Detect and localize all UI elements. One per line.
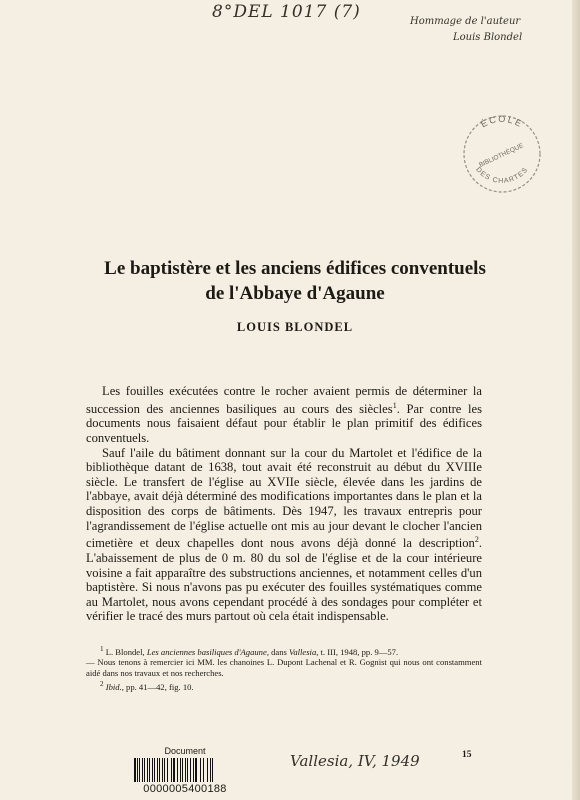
barcode bbox=[133, 758, 239, 782]
stamp-bottom-text: DES CHARTES bbox=[474, 166, 530, 185]
stamp-top-text: ÉCOLE bbox=[479, 113, 525, 130]
barcode-label: Document bbox=[164, 746, 206, 756]
barcode-bar bbox=[147, 758, 148, 782]
footnote-1-title: Les anciennes basiliques d'Agaune bbox=[146, 646, 267, 657]
footnote-1 bbox=[86, 644, 482, 657]
barcode-bar bbox=[137, 758, 138, 782]
library-stamp bbox=[458, 112, 546, 194]
barcode-bar bbox=[142, 758, 143, 782]
barcode-bar bbox=[171, 758, 172, 782]
paragraph-1 bbox=[86, 384, 482, 446]
svg-text:ÉCOLE bbox=[479, 114, 525, 130]
footnote-ref-2: 2 bbox=[474, 535, 479, 545]
barcode-bar bbox=[154, 758, 155, 782]
title-line-1: Le baptistère et les anciens édifices conventuels bbox=[104, 258, 486, 279]
barcode-bar bbox=[203, 758, 204, 782]
barcode-bar bbox=[162, 758, 163, 782]
footnote-ref-1: 1 bbox=[392, 400, 397, 410]
shelfmark-annotation: 8°DEL 1017 (7) bbox=[212, 2, 361, 22]
barcode-bar bbox=[164, 758, 165, 782]
page-number: 15 bbox=[462, 750, 472, 760]
dedication-annotation: Hommage de l'auteur bbox=[410, 16, 521, 27]
paragraph-2-text-a: Sauf l'aile du bâtiment donnant sur la cour du Martolet et l'édifice de la bibliothèque datant de 1638, tout avait été reconstruit au début du XVIIIe siècle. Le transfert de l'église au XVIIe siècle, élevée dans les jardins de l'abbaye, avait déjà déterminé des modifications importantes dans le plan et la disposition des corps de bâtiments. Dès 1947, les travaux entrepris pour l'agrandissement de l'église actuelle ont mis au jour devant le clocher l'ancien cimetière et deux chapelles dont nous avons déjà donné la description bbox=[86, 445, 482, 551]
article-body bbox=[86, 384, 482, 624]
barcode-bar bbox=[177, 758, 178, 782]
footnote-2-number: 2 bbox=[100, 679, 104, 688]
footnote-1-author: L. Blondel, bbox=[105, 646, 145, 657]
footnote-1-continuation: — Nous tenons à remercier ici MM. les chanoines L. Dupont Lachenal et R. Gognist qui nous ont constamment aidé dans nos travaux et nos recherches. bbox=[86, 657, 482, 679]
barcode-bar bbox=[187, 758, 188, 782]
barcode-bar bbox=[190, 758, 191, 782]
barcode-bar bbox=[212, 758, 213, 782]
barcode-bar bbox=[195, 758, 197, 782]
barcode-bar bbox=[210, 758, 211, 782]
barcode-bar bbox=[134, 758, 136, 782]
barcode-bar bbox=[149, 758, 150, 782]
footnote-1-number: 1 bbox=[100, 645, 104, 653]
footnote-2-ibid: Ibid. bbox=[105, 681, 122, 692]
barcode-bar bbox=[200, 758, 201, 782]
paragraph-2 bbox=[86, 446, 482, 624]
barcode-bar bbox=[193, 758, 194, 782]
footnote-2 bbox=[86, 679, 482, 692]
barcode-bar bbox=[207, 758, 208, 782]
footnote-1-journal: Vallesia bbox=[289, 646, 317, 657]
article-title bbox=[40, 256, 550, 306]
barcode-number: 0000005400188 bbox=[143, 783, 227, 795]
barcode-bar bbox=[173, 758, 175, 782]
barcode-bar bbox=[157, 758, 158, 782]
barcode-bar bbox=[144, 758, 145, 782]
page-edge bbox=[572, 0, 580, 800]
barcode-bar bbox=[159, 758, 160, 782]
title-line-2: de l'Abbaye d'Agaune bbox=[205, 283, 385, 304]
barcode-bar bbox=[167, 758, 168, 782]
paragraph-1-text-b: . Par contre les documents nous faisaient défaut pour établir le plan primitif des édifices conventuels. bbox=[86, 401, 483, 445]
source-annotation: Vallesia, IV, 1949 bbox=[290, 752, 420, 770]
svg-text:DES CHARTES bbox=[474, 166, 529, 185]
barcode-bar bbox=[180, 758, 181, 782]
author-name: LOUIS BLONDEL bbox=[236, 320, 354, 334]
barcode-bar bbox=[185, 758, 186, 782]
footnote-2-ref: , pp. 41—42, fig. 10. bbox=[121, 681, 194, 692]
footnote-1-in: , dans bbox=[266, 646, 287, 657]
barcode-bar bbox=[139, 758, 140, 782]
footnotes bbox=[86, 644, 482, 692]
barcode-bar bbox=[182, 758, 183, 782]
dedication-signature: Louis Blondel bbox=[453, 32, 523, 43]
paragraph-1-text-a: Les fouilles exécutées contre le rocher avaient permis de déterminer la succession des anciennes basiliques au cours des siècles bbox=[86, 384, 482, 416]
stamp-center-text: BIBLIOTHÈQUE bbox=[478, 142, 525, 169]
paragraph-2-text-b: . L'abaissement de plus de 0 m. 80 du sol de l'église et de la cour intérieure voisine a fait apparaître des substructions anciennes, et notamment celles d'un baptistère. Si nous n'avons pas pu exécuter des fouilles systématiques comme au Martolet, nous avons cependant procédé à des sondages pour compléter et vérifier le tracé des murs partout où cela était indispensable. bbox=[86, 536, 482, 624]
footnote-1-ref: , t. III, 1948, pp. 9—57. bbox=[316, 646, 399, 657]
barcode-bar bbox=[152, 758, 153, 782]
